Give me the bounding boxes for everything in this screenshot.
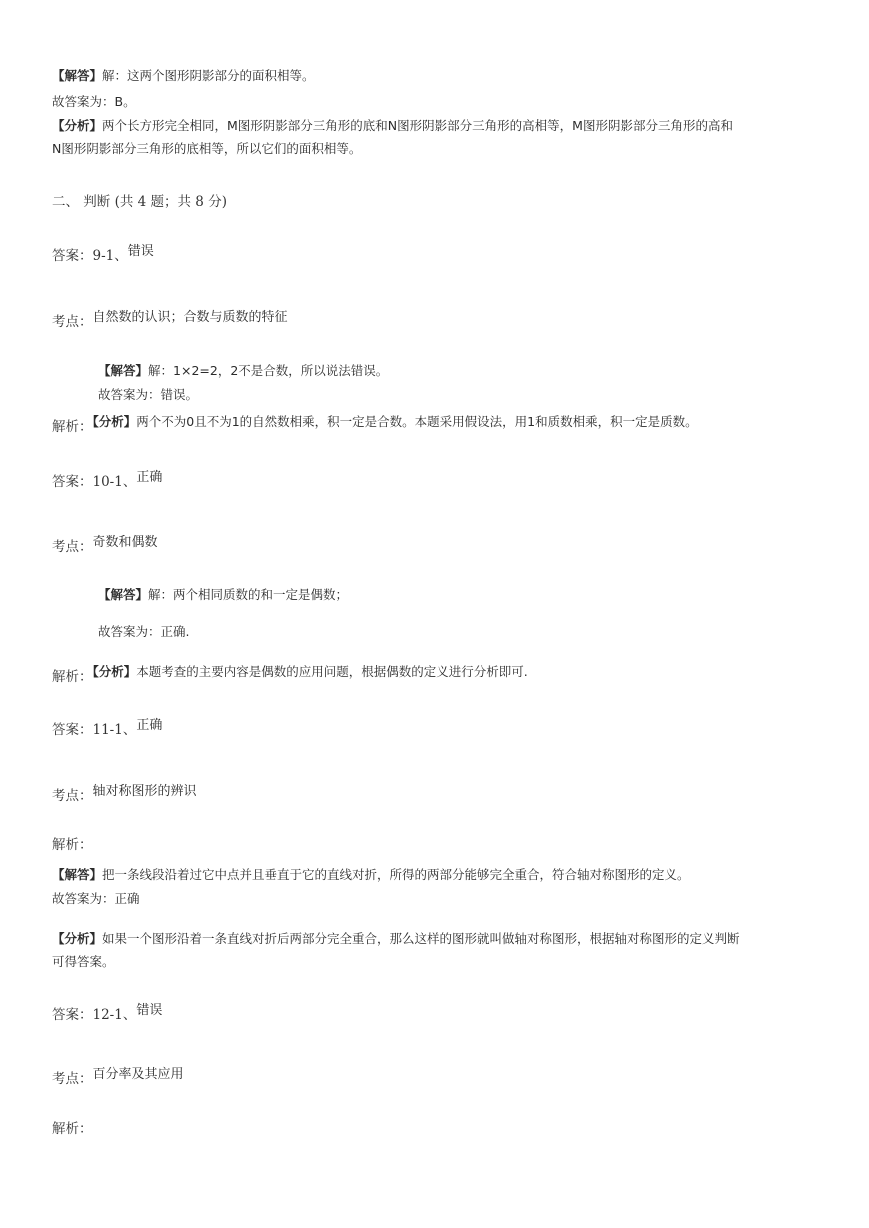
top-analysis-line: [52, 116, 733, 134]
q11-solution-line: [52, 865, 690, 883]
analysis-text: 两个不为0且不为1的自然数相乘，积一定是合数。本题采用假设法，用1和质数相乘，积一定是质数。: [136, 414, 698, 429]
answer-value: 错误: [127, 244, 154, 259]
answer-label: 答案：: [52, 1007, 93, 1023]
analysis-label: 解析：: [52, 419, 93, 435]
q10-solution-line: [98, 585, 348, 603]
question-number: 9-1、: [92, 248, 128, 264]
solution-text: 解：1×2=2，2不是合数，所以说法错误。: [148, 363, 389, 378]
top-answer-line: 故答案为：B。: [52, 94, 136, 109]
q11-analysis-label: 解析：: [52, 837, 93, 853]
solution-tag: 【解答】: [98, 363, 149, 378]
point-label: 考点：: [52, 539, 93, 555]
point-value: 自然数的认识；合数与质数的特征: [92, 310, 288, 325]
solution-tag: 【解答】: [98, 587, 149, 602]
q9-point-row: [52, 305, 288, 330]
point-value: 奇数和偶数: [92, 535, 158, 550]
analysis-text: 两个长方形完全相同，M图形阴影部分三角形的底和N图形阴影部分三角形的高相等，M图形阴影部分三角形的高和: [102, 118, 733, 133]
point-label: 考点：: [52, 1071, 93, 1087]
q11-analysis-line: [52, 929, 740, 947]
answer-label: 答案：: [52, 722, 93, 738]
q11-answer-row: [52, 718, 162, 738]
q11-answer-line: 故答案为：正确: [52, 891, 140, 906]
analysis-content: [93, 414, 698, 429]
section-title: 二、 判断 (共 4 题；共 8 分): [52, 194, 227, 210]
analysis-tag: 【分析】: [52, 931, 103, 946]
q11-point-row: [52, 779, 197, 804]
solution-text: 解：两个相同质数的和一定是偶数；: [148, 587, 349, 602]
q10-answer-row: [52, 470, 162, 490]
answer-value: 正确: [136, 470, 163, 485]
q12-point-row: [52, 1062, 184, 1087]
q11-analysis-line-cont: 可得答案。: [52, 954, 115, 969]
top-solution-line: [52, 66, 315, 84]
solution-text: 把一条线段沿着过它中点并且垂直于它的直线对折，所得的两部分能够完全重合，符合轴对称图形的定义。: [102, 867, 690, 882]
analysis-tag: 【分析】: [92, 414, 137, 429]
q9-solution-line: [98, 361, 388, 379]
point-label: 考点：: [52, 314, 93, 330]
answer-value: 正确: [136, 718, 163, 733]
top-analysis-line-cont: N图形阴影部分三角形的底相等，所以它们的面积相等。: [52, 141, 362, 156]
q12-analysis-label: 解析：: [52, 1121, 93, 1137]
analysis-tag: 【分析】: [92, 664, 137, 679]
q10-analysis-row: [52, 660, 528, 685]
question-number: 11-1、: [92, 722, 137, 738]
answer-label: 答案：: [52, 248, 93, 264]
analysis-label: 解析：: [52, 669, 93, 685]
solution-tag: 【解答】: [52, 68, 103, 83]
point-label: 考点：: [52, 788, 93, 804]
analysis-text: 本题考查的主要内容是偶数的应用问题，根据偶数的定义进行分析即可.: [136, 664, 528, 679]
solution-tag: 【解答】: [52, 867, 103, 882]
point-value: 百分率及其应用: [92, 1067, 184, 1082]
q10-point-row: [52, 530, 158, 555]
question-number: 12-1、: [92, 1007, 137, 1023]
answer-label: 答案：: [52, 474, 93, 490]
q12-answer-row: [52, 1003, 162, 1023]
analysis-content: [93, 664, 528, 679]
q9-analysis-row: [52, 410, 698, 435]
analysis-tag: 【分析】: [52, 118, 103, 133]
solution-text: 解：这两个图形阴影部分的面积相等。: [102, 68, 315, 83]
q9-answer-row: [52, 244, 154, 264]
q9-answer-line: 故答案为：错误。: [98, 387, 199, 402]
answer-value: 错误: [136, 1003, 163, 1018]
question-number: 10-1、: [92, 474, 137, 490]
analysis-text: 如果一个图形沿着一条直线对折后两部分完全重合，那么这样的图形就叫做轴对称图形，根据轴对称图形的定义判断: [102, 931, 740, 946]
q10-answer-line: 故答案为：正确.: [98, 624, 190, 639]
point-value: 轴对称图形的辨识: [92, 784, 197, 799]
